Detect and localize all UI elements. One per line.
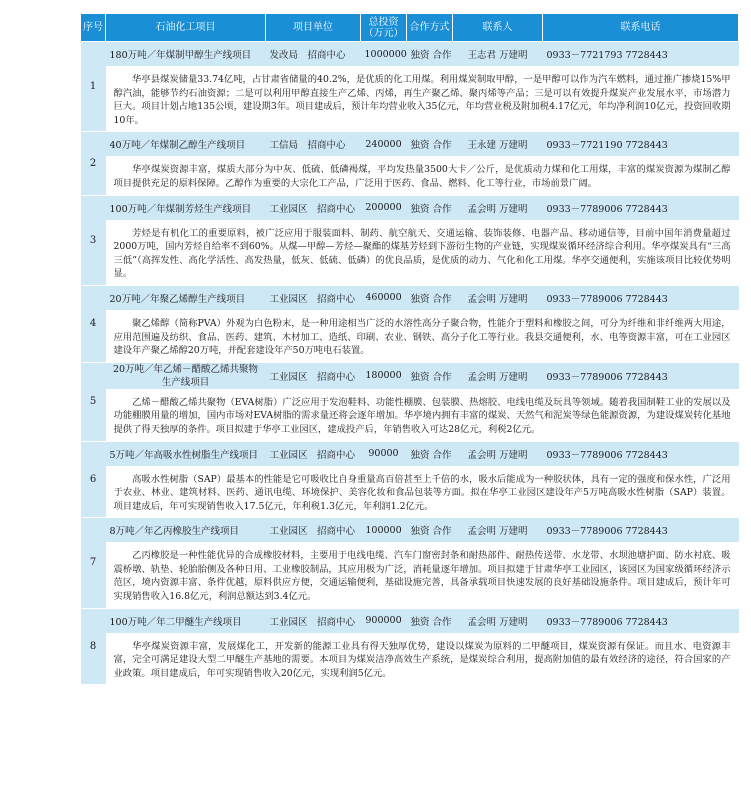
project-info-row — [81, 195, 739, 220]
project-info-row — [81, 362, 739, 389]
project-desc-row — [81, 543, 739, 608]
project-phone: 0933－7789006 7728443 — [543, 518, 739, 543]
project-mode: 独资 合作 — [407, 441, 453, 466]
project-desc-row — [81, 466, 739, 518]
project-investment: 90000 — [361, 441, 407, 466]
table-header-row — [81, 14, 739, 42]
project-name: 100万吨／年煤制芳烃生产线项目 — [106, 195, 266, 220]
project-contact: 孟会明 万建明 — [453, 441, 543, 466]
project-unit: 工业园区 招商中心 — [266, 362, 361, 389]
project-description: 华亭煤炭资源丰富，发展煤化工，开发新的能源工业具有得天独厚优势，建设以煤炭为原料的二甲醚项目，煤炭资源有保证。而且水、电资源丰富，完全可满足建设大型二甲醚生产基地的需要。本项目为煤炭洁净高效生产系统，是煤炭综合利用，提高附加值的最有效经济的途径，符合国家的产业政策。项目建成后，年可实现销售收入20亿元，实现利润5亿元。 — [106, 633, 739, 685]
project-number: 8 — [81, 608, 106, 685]
project-description: 华亭煤炭资源丰富，煤质大部分为中灰、低硫、低磷褐煤，平均发热量3500大卡／公斤，是优质动力煤和化工用煤，丰富的煤炭资源为煤制乙醇项目提供充足的原料保障。乙醇作为重要的大宗化工产品，广泛用于医药、食品、燃料、化工等行业，市场前景广阔。 — [106, 157, 739, 195]
project-investment: 100000 — [361, 518, 407, 543]
project-mode: 独资 合作 — [407, 285, 453, 310]
project-mode: 独资 合作 — [407, 132, 453, 157]
project-phone: 0933－7789006 7728443 — [543, 285, 739, 310]
project-desc-row — [81, 310, 739, 362]
project-unit: 工信局 招商中心 — [266, 132, 361, 157]
project-desc-row — [81, 633, 739, 685]
project-investment: 900000 — [361, 608, 407, 633]
header-contact: 联系人 — [453, 14, 543, 42]
header-unit: 项目单位 — [266, 14, 361, 42]
project-name: 8万吨／年乙丙橡胶生产线项目 — [106, 518, 266, 543]
project-info-row — [81, 132, 739, 157]
header-phone: 联系电话 — [543, 14, 739, 42]
project-info-row — [81, 608, 739, 633]
project-investment: 460000 — [361, 285, 407, 310]
project-investment: 200000 — [361, 195, 407, 220]
project-unit: 工业园区 招商中心 — [266, 285, 361, 310]
project-investment: 240000 — [361, 132, 407, 157]
project-desc-row — [81, 157, 739, 195]
project-description: 芳烃是有机化工的重要原料，被广泛应用于服装面料、制药、航空航天、交通运输、装饰装修、电器产品、移动通信等，目前中国年消费量超过2000万吨，国内芳烃自给率不到60%。从煤—甲醇—芳烃—聚酯的煤基芳烃到下游衍生物的产业链，实现煤炭循环经济综合利用。华亭煤炭具有“三高三低”（高挥发性、高化学活性、高发热量，低灰、低硫、低磷）的优良品质，是优质的动力、气化和化工用煤。华亭交通便利，实施该项目比较优势明显。 — [106, 220, 739, 285]
project-number: 5 — [81, 362, 106, 441]
project-name: 20万吨／年乙烯－醋酸乙烯共聚物生产线项目 — [106, 362, 266, 389]
project-phone: 0933－7789006 7728443 — [543, 195, 739, 220]
project-name: 5万吨／年高吸水性树脂生产线项目 — [106, 441, 266, 466]
project-desc-row — [81, 67, 739, 132]
project-phone: 0933－7721793 7728443 — [543, 42, 739, 67]
project-desc-row — [81, 220, 739, 285]
project-name: 20万吨／年聚乙烯醇生产线项目 — [106, 285, 266, 310]
project-name: 180万吨／年煤制甲醇生产线项目 — [106, 42, 266, 67]
project-description: 聚乙烯醇（简称PVA）外观为白色粉末，是一种用途相当广泛的水溶性高分子聚合物，性能介于塑料和橡胶之间，可分为纤维和非纤维两大用途，应用范围遍及纺织、食品、医药、建筑、木材加工、造纸、印刷、农业、钢铁、高分子化工等行业。我县交通便利，水、电等资源丰富，可在工业园区建设年产聚乙烯醇20万吨，并配套建设年产50万吨电石装置。 — [106, 310, 739, 362]
project-phone: 0933－7789006 7728443 — [543, 608, 739, 633]
project-unit: 工业园区 招商中心 — [266, 441, 361, 466]
project-phone: 0933－7721190 7728443 — [543, 132, 739, 157]
project-contact: 孟会明 万建明 — [453, 608, 543, 633]
project-contact: 王永建 万建明 — [453, 132, 543, 157]
project-desc-row — [81, 389, 739, 441]
project-number: 1 — [81, 42, 106, 132]
project-number: 6 — [81, 441, 106, 518]
project-info-row — [81, 441, 739, 466]
project-mode: 独资 合作 — [407, 518, 453, 543]
projects-table — [80, 13, 739, 685]
project-description: 高吸水性树脂（SAP）最基本的性能是它可吸收比自身重量高百倍甚至上千倍的水，吸水后能成为一种胶状体，具有一定的强度和保水性，广泛用于农业、林业、建筑材料、医药、通讯电缆、环境保护、美容化妆和食品包装等方面。拟在华亭工业园区建设年产5万吨高吸水性树脂（SAP）装置。项目建成后，年可实现销售收入17.5亿元，年利税1.3亿元，年利润1.2亿元。 — [106, 466, 739, 518]
project-unit: 工业园区 招商中心 — [266, 518, 361, 543]
project-phone: 0933－7789006 7728443 — [543, 441, 739, 466]
project-info-row — [81, 285, 739, 310]
project-number: 7 — [81, 518, 106, 608]
project-number: 3 — [81, 195, 106, 285]
project-info-row — [81, 518, 739, 543]
project-contact: 王志君 万建明 — [453, 42, 543, 67]
project-name: 40万吨／年煤制乙醇生产线项目 — [106, 132, 266, 157]
header-mode: 合作方式 — [407, 14, 453, 42]
header-project: 石油化工项目 — [106, 14, 266, 42]
project-contact: 孟会明 万建明 — [453, 362, 543, 389]
project-number: 2 — [81, 132, 106, 195]
project-description: 乙丙橡胶是一种性能优异的合成橡胶材料，主要用于电线电缆、汽车门窗密封条和耐热部件、耐热传送带、水龙带、水坝池塘护面、防水衬底、吸震桥墩、轨垫、轮胎胎侧及各种日用、工业橡胶制品，其应用极为广泛，消耗量逐年增加。项目拟建于甘肃华亭工业园区，该园区为国家级循环经济示范区，境内资源丰富、条件优越，原料供应方便，交通运输便利，基础设施完善，具备承载项目快速发展的良好基础设施条件。项目建成后，预计年可实现销售收入16.8亿元，利润总额达到3.4亿元。 — [106, 543, 739, 608]
project-mode: 独资 合作 — [407, 608, 453, 633]
project-unit: 发改局 招商中心 — [266, 42, 361, 67]
project-phone: 0933－7789006 7728443 — [543, 362, 739, 389]
project-info-row — [81, 42, 739, 67]
project-unit: 工业园区 招商中心 — [266, 608, 361, 633]
project-unit: 工业园区 招商中心 — [266, 195, 361, 220]
header-no: 序号 — [81, 14, 106, 42]
project-contact: 孟会明 万建明 — [453, 195, 543, 220]
project-mode: 独资 合作 — [407, 42, 453, 67]
header-investment: 总投资（万元） — [361, 14, 407, 42]
project-investment: 180000 — [361, 362, 407, 389]
project-number: 4 — [81, 285, 106, 362]
project-description: 乙烯－醋酸乙烯共聚物（EVA树脂）广泛应用于发泡鞋料、功能性棚膜、包装膜、热熔胶、电线电缆及玩具等领域。随着我国制鞋工业的发展以及功能棚膜用量的增加，国内市场对EVA树脂的需求量还将会逐年增加。华亭境内拥有丰富的煤炭、天然气和泥炭等绿色能源资源，为建设煤炭转化基地提供了得天独厚的条件。项目拟建于华亭工业园区，建成投产后，年销售收入可达28亿元，利税2亿元。 — [106, 389, 739, 441]
project-contact: 孟会明 万建明 — [453, 285, 543, 310]
project-name: 100万吨／年二甲醚生产线项目 — [106, 608, 266, 633]
project-mode: 独资 合作 — [407, 362, 453, 389]
project-investment: 1000000 — [361, 42, 407, 67]
project-mode: 独资 合作 — [407, 195, 453, 220]
project-description: 华亭县煤炭储量33.74亿吨，占甘肃省储量的40.2%，是优质的化工用煤。利用煤炭制取甲醇，一是甲醇可以作为汽车燃料，通过推广掺烧15%甲醇汽油，能够节约石油资源；二是可以利用甲醇直接生产乙烯、丙烯，再生产聚乙烯、聚丙烯等产品；三是可以有效提升煤炭产业发展水平，市场潜力巨大。项目计划占地135公顷，建设期3年。项目建成后，预计年均营业收入35亿元，年均营业税及附加税4.17亿元，年均净利润10亿元，投资回收期10年。 — [106, 67, 739, 132]
project-contact: 孟会明 万建明 — [453, 518, 543, 543]
